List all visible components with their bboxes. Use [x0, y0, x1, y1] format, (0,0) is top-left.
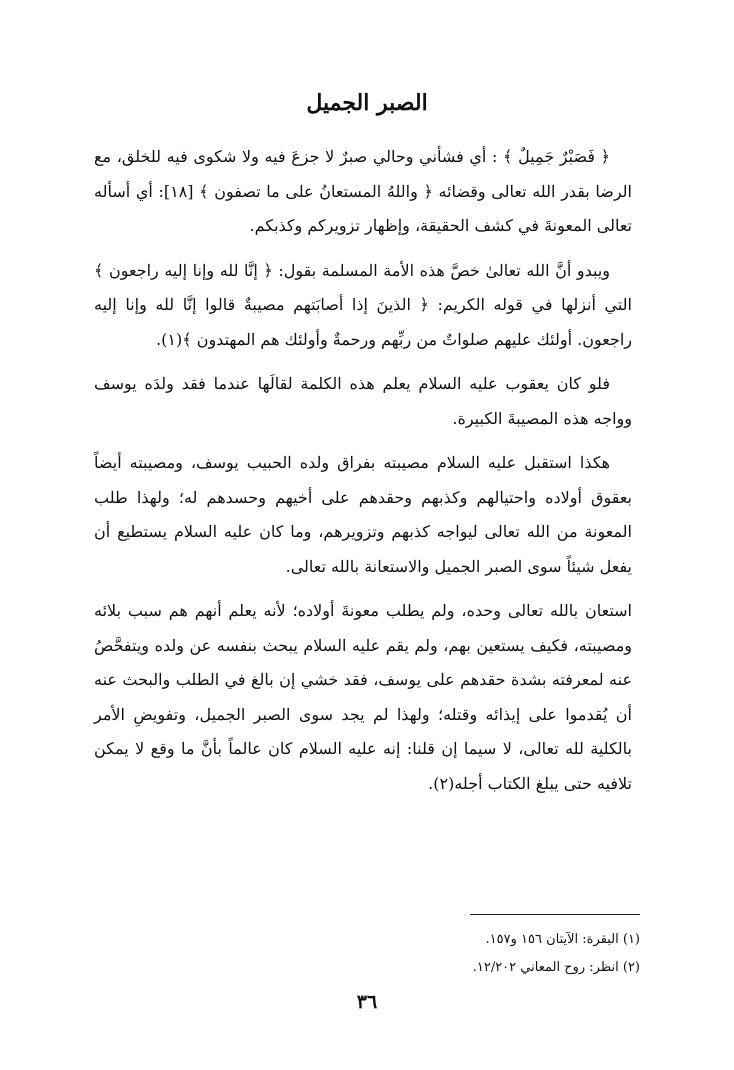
- paragraph-5: استعان بالله تعالى وحده، ولم يطلب معونةَ أولاده؛ لأنه يعلم أنهم هم سبب بلائه ومصيبته، فكيف يستعين بهم، ولم يقم عليه السلام يبحث بنفسه عن ولده ويتفحَّصُ عنه لمعرفته بشدة حقدهم على يوسف، فقد خشي إن بالغ في الطلب والبحث عنه أن يُقدموا على إيذائه وقتله؛ ولهذا لم يجد سوى الصبر الجميل، وتفويضِ الأمر بالكلية لله تعالى، لا سيما إن قلنا: إنه عليه السلام كان عالماً بأنَّ ما وقع لا يمكن تلافيه حتى يبلغ الكتاب أجله(٢).: [94, 601, 632, 793]
- footnotes: [102, 926, 640, 982]
- running-title: الصبر الجميل: [306, 90, 428, 116]
- footnote-divider: [470, 914, 640, 915]
- paragraph-1: ﴿ فَصَبْرٌ جَمِيلٌ ﴾ : أي فشأني وحالي صبرٌ لا جزعَ فيه ولا شكوى فيه للخلق، مع الرضا بقدر الله تعالى وقضائه ﴿ واللهُ المستعانُ على ما تصفون ﴾ [١٨]: أي أسأله تعالى المعونةَ في كشف الحقيقة، وإظهار تزويركم وكذبكم.: [94, 147, 632, 235]
- paragraph-4: هكذا استقبل عليه السلام مصيبته بفراق ولده الحبيب يوسف، ومصيبته أيضاً بعقوق أولاده واحتيالهم وكذبهم وحقدهم على أخيهم وحسدهم له؛ ولهذا طلب المعونة من الله تعالى ليواجه كذبهم وتزويرهم، وما كان عليه السلام يستطيع أن يفعل شيئاً سوى الصبر الجميل والاستعانة بالله تعالى.: [94, 453, 632, 576]
- main-text: [94, 140, 632, 811]
- paragraph-2: ويبدو أنَّ الله تعالىٰ خصَّ هذه الأمة المسلمة بقول: ﴿ إنَّا لله وإنا إليه راجعون ﴾ التي أنزلها في قوله الكريم: ﴿ الذينَ إذا أصابَتهم مصيبةٌ قالوا إنَّا لله وإنا إليه راجعون. أولئك عليهم صلواتٌ من ربِّهم ورحمةٌ وأولئك هم المهتدون ﴾(١).: [94, 260, 632, 349]
- paragraph-3: فلو كان يعقوب عليه السلام يعلم هذه الكلمة لقالَها عندما فقد ولدَه يوسف وواجه هذه المصيبةَ الكبيرة.: [94, 374, 632, 428]
- footnote-2: (٢) انظر: روح المعاني ١٢/٢٠٢.: [472, 960, 640, 975]
- footnote-1: (١) البقرة: الآيتان ١٥٦ و١٥٧.: [485, 932, 640, 947]
- page-number: ٣٦: [356, 991, 378, 1013]
